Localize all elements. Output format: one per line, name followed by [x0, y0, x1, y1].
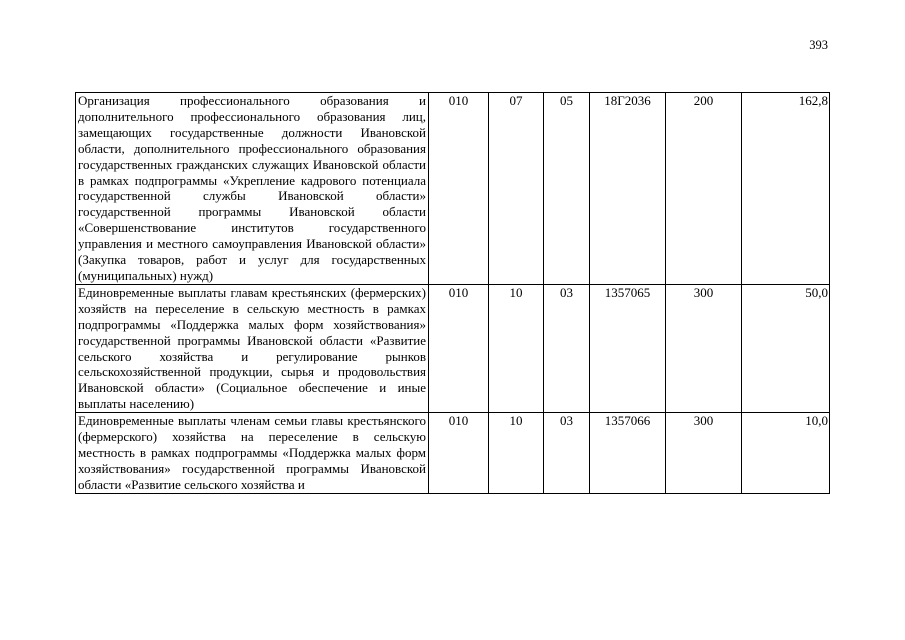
target-article-code: 18Г2036 — [590, 93, 666, 285]
section-code: 07 — [489, 93, 544, 285]
section-code: 10 — [489, 413, 544, 494]
target-article-code: 1357065 — [590, 284, 666, 412]
amount-value: 10,0 — [742, 413, 830, 494]
subsection-code: 05 — [544, 93, 590, 285]
row-description: Организация профессионального образования и дополнительного профессионального образования лиц, замещающих государственные должности Ивановской области, дополнительного профессионального образования государственных гражданских служащих Ивановской области в рамках подпрограммы «Укрепление кадрового потенциала государственной службы Ивановской области» государственной программы Ивановской области «Совершенствование институтов государственного управления и местного самоуправления Ивановской области» (Закупка товаров, работ и услуг для государственных (муниципальных) нужд) — [76, 93, 429, 285]
row-description: Единовременные выплаты членам семьи главы крестьянского (фермерского) хозяйства на переселение в сельскую местность в рамках подпрограммы «Поддержка малых форм хозяйствования» государственной программы Ивановской области «Развитие сельского хозяйства и — [76, 413, 429, 494]
row-description: Единовременные выплаты главам крестьянских (фермерских) хозяйств на переселение в сельскую местность в рамках подпрограммы «Поддержка малых форм хозяйствования» государственной программы Ивановской области «Развитие сельского хозяйства и регулирование рынков сельскохозяйственной продукции, сырья и продовольствия Ивановской области» (Социальное обеспечение и иные выплаты населению) — [76, 284, 429, 412]
expense-type-code: 300 — [666, 413, 742, 494]
section-code: 10 — [489, 284, 544, 412]
subsection-code: 03 — [544, 413, 590, 494]
subsection-code: 03 — [544, 284, 590, 412]
ministry-code: 010 — [429, 93, 489, 285]
amount-value: 50,0 — [742, 284, 830, 412]
amount-value: 162,8 — [742, 93, 830, 285]
expense-type-code: 200 — [666, 93, 742, 285]
ministry-code: 010 — [429, 284, 489, 412]
target-article-code: 1357066 — [590, 413, 666, 494]
table-row — [76, 284, 830, 412]
page-number: 393 — [809, 38, 828, 52]
ministry-code: 010 — [429, 413, 489, 494]
budget-table — [75, 92, 830, 494]
table-row — [76, 93, 830, 285]
table-row — [76, 413, 830, 494]
expense-type-code: 300 — [666, 284, 742, 412]
